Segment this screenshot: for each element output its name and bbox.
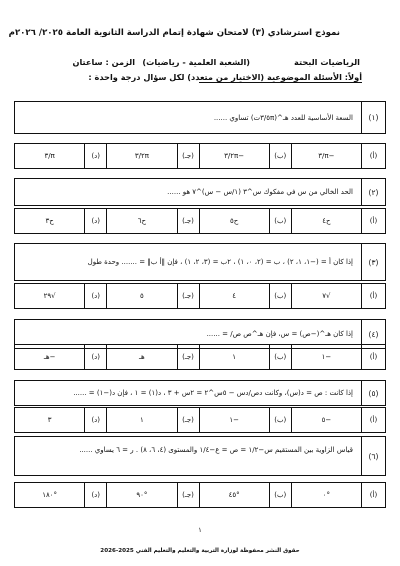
question-2 <box>14 178 386 206</box>
option-d-label: (د) <box>84 483 106 507</box>
options-row-3 <box>14 283 386 309</box>
question-text: السعة الأساسية للعدد هـ^(٥π/٣ت) تساوي ...... <box>213 114 353 122</box>
option-b[interactable]: ١ <box>199 345 269 369</box>
option-d-label: (د) <box>84 345 106 369</box>
option-d-label: (د) <box>84 284 106 308</box>
question-text: إذا كان هـ^(−ص) = س، فإن هـ^ص ص/ = ...... <box>206 330 353 338</box>
option-c-label: (جـ) <box>177 209 199 233</box>
options-row-5 <box>14 407 386 433</box>
option-d[interactable]: −هـ <box>43 353 56 361</box>
option-b-label: (ب) <box>269 209 291 233</box>
option-d-label: (د) <box>84 408 106 432</box>
options-row-2 <box>14 208 386 234</box>
options-row-1 <box>14 143 386 169</box>
option-c[interactable]: ح٦ <box>106 209 176 233</box>
option-a[interactable]: ح٤ <box>291 209 361 233</box>
option-b-label: (ب) <box>269 483 291 507</box>
option-c-label: (جـ) <box>177 284 199 308</box>
question-text: قياس الزاوية بين المستقيم س−١/٢ = ص = ع−١/٤ والمستوى (٤، ٦، ٨) . ر = ٦ يساوي ...... <box>79 446 353 454</box>
option-a[interactable]: −١ <box>291 345 361 369</box>
answer-number: (أ) <box>361 209 385 233</box>
answer-number: (أ) <box>361 144 385 168</box>
subject-label: الرياضيات البحتة <box>294 57 360 67</box>
option-c-label: (جـ) <box>177 144 199 168</box>
options-row-6 <box>14 482 386 508</box>
option-b[interactable]: ٤ <box>199 284 269 308</box>
exam-title: نموذج استرشادي (٣) لامتحان شهادة إتمام الدراسة الثانوية العامة ٢٠٢٥/ ٢٠٢٦م <box>8 28 340 38</box>
option-d[interactable]: ح٣ <box>45 217 54 225</box>
section-title: أولاً: الأسئلة الموضوعية (الاختيار من متعدد) لكل سؤال درجة واحدة : <box>88 72 362 82</box>
copyright-footer: حقوق النشر محفوظة لوزارة التربية والتعليم والتعليم الفني 2025-2026 <box>100 548 300 554</box>
option-c-label: (جـ) <box>177 345 199 369</box>
option-d-label: (د) <box>84 209 106 233</box>
option-a[interactable]: °٠ <box>291 483 361 507</box>
answer-number: (أ) <box>361 284 385 308</box>
option-c[interactable]: ٥ <box>106 284 176 308</box>
question-number: (١) <box>361 102 385 133</box>
option-b-label: (ب) <box>269 144 291 168</box>
question-number: (٢) <box>361 179 385 205</box>
answer-number: (أ) <box>361 408 385 432</box>
answer-number: (أ) <box>361 345 385 369</box>
option-c[interactable]: ٢π/٣ <box>106 144 176 168</box>
question-text: إذا كان أ = (−١، ١، ٢) ، ب = (٢، ٠، ١) ، ٢ب = (٣، ٢، ١) ، فإن ‖أ ب‖ = ....... وحدة طول <box>87 258 353 266</box>
time-label: الزمن : ساعتان <box>72 57 135 67</box>
option-c[interactable]: ١ <box>106 408 176 432</box>
answer-number: (أ) <box>361 483 385 507</box>
question-5 <box>14 380 386 406</box>
question-number: (٣) <box>361 244 385 280</box>
question-1 <box>14 101 386 134</box>
page-number: ١ <box>198 526 202 534</box>
option-d[interactable]: √٢٩ <box>43 292 56 300</box>
question-text: الحد الخالي من س في مفكوك س^٣ (١/س − س)^٧ هو ...... <box>167 188 353 196</box>
option-c-label: (جـ) <box>177 408 199 432</box>
option-a[interactable]: √٧ <box>291 284 361 308</box>
option-c[interactable]: °٩٠ <box>106 483 176 507</box>
option-d[interactable]: °١٨٠ <box>42 491 58 499</box>
option-c-label: (جـ) <box>177 483 199 507</box>
option-d[interactable]: ٣ <box>47 416 52 424</box>
option-b[interactable]: ح٥ <box>199 209 269 233</box>
option-b[interactable]: °٤٥ <box>199 483 269 507</box>
option-b[interactable]: −١ <box>199 408 269 432</box>
option-c[interactable]: هـ <box>106 345 176 369</box>
option-b-label: (ب) <box>269 408 291 432</box>
question-6 <box>14 436 386 476</box>
option-b-label: (ب) <box>269 345 291 369</box>
option-d[interactable]: π/٣ <box>44 152 55 160</box>
option-b[interactable]: −٢π/٣ <box>199 144 269 168</box>
question-number: (٤) <box>361 320 385 348</box>
question-number: (٥) <box>361 381 385 405</box>
option-a[interactable]: −π/٣ <box>291 144 361 168</box>
section-underline <box>199 82 362 83</box>
question-number: (٦) <box>361 437 385 475</box>
branch-label: (الشعبة العلمية - رياضيات) <box>142 57 250 67</box>
question-text: إذا كانت : ص = د(س)، وكانت دص/دس − ٥س^٢ = ٢س + ٣ ، د(١) = ١ ، فإن د(−١) = ...... <box>73 389 353 397</box>
option-b-label: (ب) <box>269 284 291 308</box>
option-d-label: (د) <box>84 144 106 168</box>
exam-info-line <box>60 47 360 69</box>
question-3 <box>14 243 386 281</box>
option-a[interactable]: −٥ <box>291 408 361 432</box>
options-row-4 <box>14 344 386 370</box>
